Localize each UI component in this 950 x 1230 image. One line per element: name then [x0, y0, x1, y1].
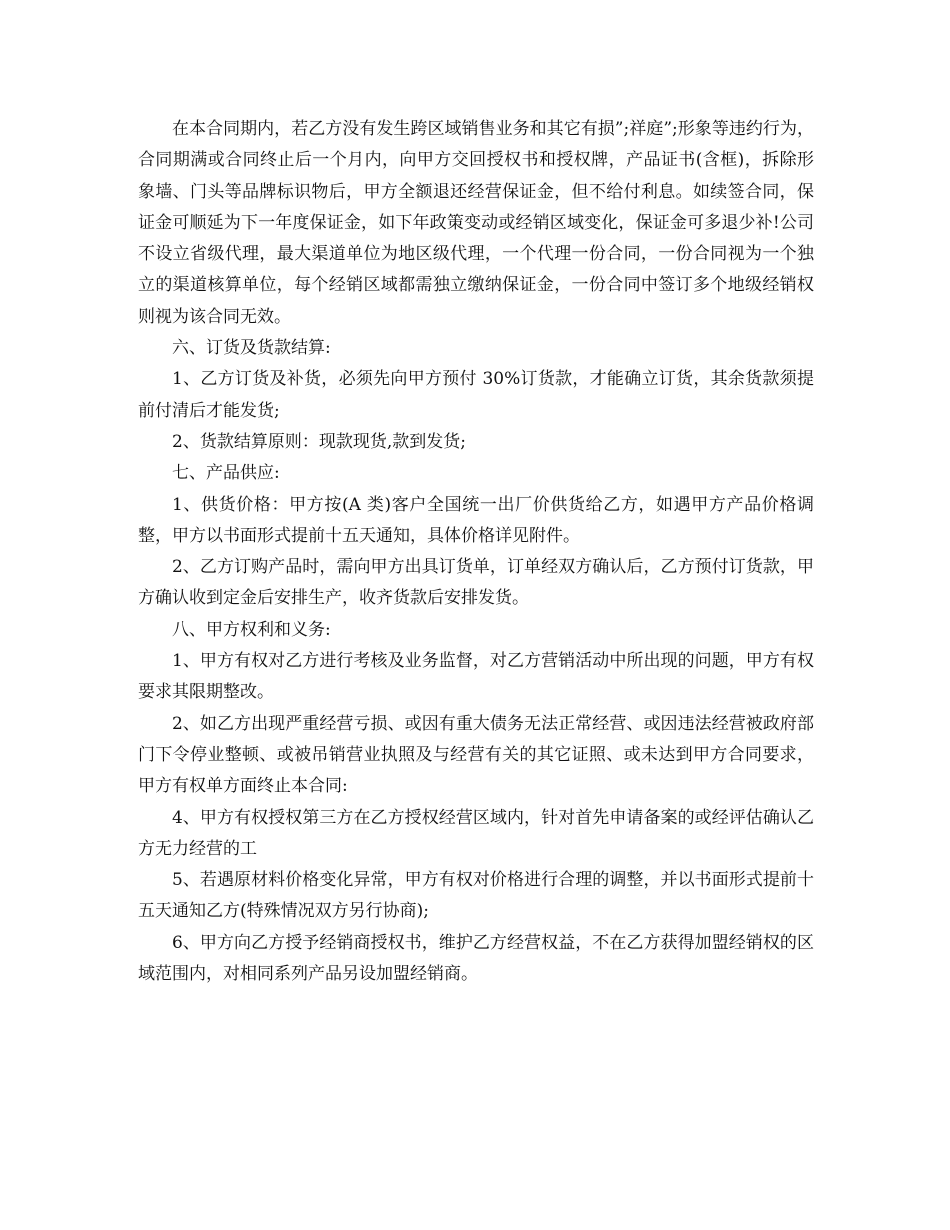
paragraph-rights-4: 4、甲方有权授权第三方在乙方授权经营区域内，针对首先申请备案的或经评估确认乙方无力经营的工: [138, 807, 814, 859]
section-heading-party-a-rights: 八、甲方权利和义务:: [172, 619, 331, 640]
section-heading-supply: 七、产品供应:: [172, 463, 280, 484]
section-heading-ordering: 六、订货及货款结算:: [172, 338, 331, 359]
paragraph-ordering-1: 1、乙方订货及补货，必须先向甲方预付 30%订货款，才能确立订货，其余货款须提前付清后才能发货;: [138, 369, 814, 421]
paragraph-supply-1: 1、供货价格：甲方按(A 类)客户全国统一出厂价供货给乙方，如遇甲方产品价格调整，甲方以书面形式提前十五天通知，具体价格详见附件。: [138, 494, 814, 546]
paragraph-rights-1: 1、甲方有权对乙方进行考核及业务监督，对乙方营销活动中所出现的问题，甲方有权要求其限期整改。: [138, 651, 814, 703]
paragraph-rights-6: 6、甲方向乙方授予经销商授权书，维护乙方经营权益，不在乙方获得加盟经销权的区域范围内，对相同系列产品另设加盟经销商。: [138, 932, 814, 985]
paragraph-ordering-2: 2、货款结算原则：现款现货,款到发货;: [172, 431, 466, 452]
paragraph-rights-2: 2、如乙方出现严重经营亏损、或因有重大债务无法正常经营、或因违法经营被政府部门下令停业整顿、或被吊销营业执照及与经营有关的其它证照、或未达到甲方合同要求，甲方有权单方面终止本合同:: [138, 713, 814, 797]
document-body: [138, 114, 814, 990]
paragraph-supply-2: 2、乙方订购产品时，需向甲方出具订货单，订单经双方确认后，乙方预付订货款，甲方确认收到定金后安排生产，收齐货款后安排发货。: [138, 557, 814, 609]
paragraph-deposit-refund: 在本合同期内，若乙方没有发生跨区域销售业务和其它有损”;祥庭”;形象等违约行为，合同期满或合同终止后一个月内，向甲方交回授权书和授权牌，产品证书(含框)，拆除形象墙、门头等品牌标识物后，甲方全额退还经营保证金，但不给付利息。如续签合同，保证金可顺延为下一年度保证金，如下年政策变动或经销区域变化，保证金可多退少补!公司不设立省级代理，最大渠道单位为地区级代理，一个代理一份合同，一份合同视为一个独立的渠道核算单位，每个经销区域都需独立缴纳保证金，一份合同中签订多个地级经销权则视为该合同无效。: [138, 119, 814, 327]
paragraph-rights-5: 5、若遇原材料价格变化异常，甲方有权对价格进行合理的调整，并以书面形式提前十五天通知乙方(特殊情况双方另行协商);: [138, 870, 814, 922]
